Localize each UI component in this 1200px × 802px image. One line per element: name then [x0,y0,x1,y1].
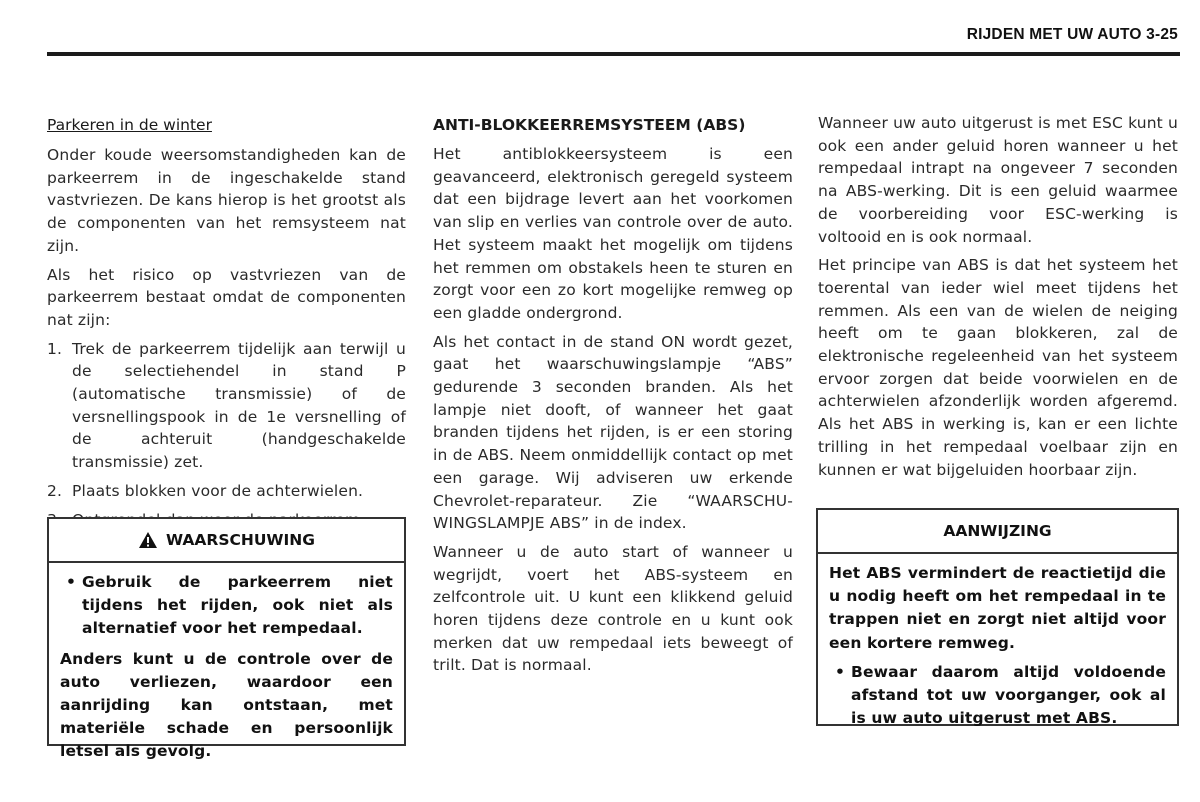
list-item [47,338,406,474]
step-number: 1. [47,339,63,358]
paragraph: Het antiblokkeersysteem is een geavanceerd, elektronisch geregeld systeem dat een bijdrage levert aan het voorkomen van slip en verlies van controle over de auto. Het systeem maakt het mogelijk om tijdens het remmen om obstakels heen te sturen en zorgt voor een zo kort mogelijke remweg op een gladde ondergrond. [433,145,793,322]
running-head: RIJDEN MET UW AUTO 3-25 [966,26,1178,43]
note-box-body [818,554,1177,730]
warning-bullets [60,571,393,641]
bullet-text: Gebruik de parkeerrem niet tijdens het rijden, ook niet als alternatief voor het rempedaal. [82,573,393,638]
section-title-abs: ANTI-BLOKKEERREMSYSTEEM (ABS) [433,116,746,134]
note-box-header [818,510,1177,554]
warning-box-header [49,519,404,563]
paragraph: Onder koude weersomstandigheden kan de parkeerrem in de ingeschakelde stand vastvriezen. De kans hierop is het grootst als de componenten van het remsysteem nat zijn. [47,146,406,255]
note-bullets [829,661,1166,731]
column-1 [47,112,406,537]
paragraph: Wanneer u de auto start of wanneer u wegrijdt, voert het ABS-systeem en zelfcontrole uit. U kunt een klikkend geluid horen tijdens deze controle en u kunt ook merken dat uw rempedaal iets beweegt of trilt. Dat is normaal. [433,542,793,675]
list-item [829,661,1166,731]
warning-box-body [49,563,404,764]
note-text: Het ABS vermindert de reactietijd die u nodig heeft om het rempedaal in te trappen niet en zorgt niet altijd voor een kortere remweg. [829,564,1166,652]
step-number: 2. [47,481,63,500]
warning-box [47,517,406,761]
bullet-dot: • [834,662,846,681]
header-rule [47,52,1180,56]
paragraph: Wanneer uw auto uitgerust is met ESC kunt u ook een ander geluid horen wanneer u het rempedaal intrapt na ongeveer 7 seconden na ABS-werking. Dit is een geluid waarmee de voorbereiding voor ESC-werking is voltooid en is ook normaal. [818,114,1178,246]
paragraph: Het principe van ABS is dat het systeem het toerental van ieder wiel meet tijdens het remmen. Als een van de wielen de neiging heeft om te gaan blokkeren, zal de elektronische regeleenheid van het systeem ervoor zorgen dat beide voorwielen en de achterwielen afzonderlijk worden afgeremd. Als het ABS in werking is, kan er een lichte trilling in het rempedaal voelbaar zijn en kunnen er wat bijgeluiden hoorbaar zijn. [818,256,1178,479]
warning-triangle-icon [138,531,158,549]
note-title: AANWIJZING [943,522,1052,540]
section-title-winter-parking: Parkeren in de winter [47,116,212,134]
paragraph: Als het risico op vastvriezen van de parkeerrem bestaat omdat de componenten nat zijn: [47,265,406,329]
paragraph: Als het contact in de stand ON wordt gezet, gaat het waarschuwingslampje “ABS” gedurende 3 seconden branden. Als het lampje niet dooft, of wanneer het gaat branden tijdens het rijden, is er een storing in de ABS. Neem onmiddellijk contact op met een garage. Wij adviseren uw erkende Chevrolet-reparateur. Zie “WAARSCHU-WINGSLAMPJE ABS” in de index. [433,332,793,533]
step-text: Plaats blokken voor de achterwielen. [72,481,364,500]
list-item [60,571,393,641]
warning-title: WAARSCHUWING [166,531,315,549]
note-box [816,508,1179,726]
step-text: Trek de parkeerrem tijdelijk aan terwijl u de selectiehendel in stand P (automatische transmissie) of de versnellingspook in de 1e versnelling of de achteruit (handgeschakelde transmissie) zet. [72,339,406,472]
steps-list [47,338,406,532]
bullet-text: Bewaar daarom altijd voldoende afstand tot uw voorganger, ook al is uw auto uitgerust met ABS. [851,662,1166,728]
list-item [47,480,406,503]
column-3 [818,112,1178,487]
bullet-dot: • [65,573,77,591]
column-2 [433,112,793,683]
warning-text: Anders kunt u de controle over de auto verliezen, waardoor een aanrijding kan ontstaan, met materiële schade en persoonlijk letsel als gevolg. [60,649,393,761]
